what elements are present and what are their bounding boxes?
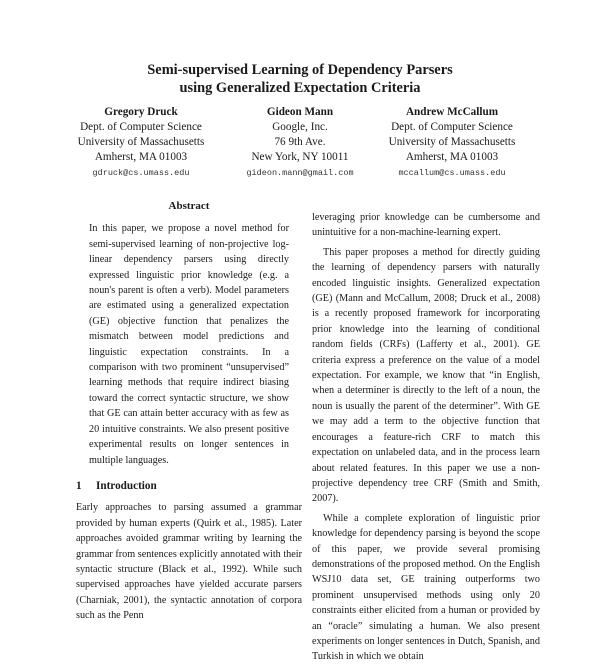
author-affiliation: University of Massachusetts (388, 136, 516, 148)
author-name: Andrew McCallum (405, 106, 499, 118)
author-address: Amherst, MA 01003 (94, 151, 188, 163)
author-address: New York, NY 10011 (251, 151, 349, 163)
paragraph: While a complete exploration of linguistic prior knowledge for dependency parsing is beyond the scope of this paper, we provide several promising demonstrations of the proposed method. On the English WSJ10 data set, GE training outperforms two prominent unsupervised methods using only 20 constraints either elicited from a human or provided by an “oracle” simulating a human. We also present experiments on longer sentences in Dutch, Spanish, and Turkish in which we obtain (312, 512, 540, 663)
author-block-3 (367, 105, 537, 181)
author-address: Amherst, MA 01003 (405, 151, 499, 163)
author-email: mccallum@cs.umass.edu (398, 168, 506, 178)
author-affiliation: Dept. of Computer Science (391, 121, 513, 133)
author-name: Gideon Mann (266, 106, 334, 118)
author-affiliation: Dept. of Computer Science (80, 121, 202, 133)
author-email: gdruck@cs.umass.edu (92, 168, 190, 178)
author-name: Gregory Druck (104, 106, 178, 118)
title-line-2: using Generalized Expectation Criteria (179, 80, 421, 96)
abstract-text: In this paper, we propose a novel method for semi-supervised learning of non-projective log-linear dependency parsers using directly expressed linguistic prior knowledge (e.g. a noun's parent is often a verb). Model parameters are estimated using a generalized expectation (GE) objective function that penalizes the mismatch between model predictions and linguistic expectation constraints. In a comparison with two prominent “unsupervised” learning methods that require indirect biasing toward the correct syntactic structure, we show that GE can attain better accuracy with as few as 20 intuitive constraints. We also present positive experimental results on longer sentences in multiple languages. (89, 223, 289, 466)
abstract-heading: Abstract (168, 200, 210, 212)
left-column (76, 199, 302, 624)
author-email: gideon.mann@gmail.com (246, 168, 354, 178)
paper-title (0, 61, 600, 97)
author-affiliation: University of Massachusetts (77, 136, 205, 148)
paragraph: This paper proposes a method for directly guiding the learning of dependency parsers with naturally encoded linguistic insights. Generalized expectation (GE) (Mann and McCallum, 2008; Druck et al., 2008) is a recently proposed framework for incorporating prior knowledge into the learning of conditional random fields (CRFs) (Lafferty et al., 2001). GE criteria express a preference on the value of a model expectation. For example, we know that “in English, when a determiner is directly to the left of a noun, the noun is usually the parent of the determiner”. With GE we may add a term to the objective function that encourages a feature-rich CRF to match this expectation on unlabeled data, and in the process learn about related features. In this paper we use a non-projective dependency tree CRF (Smith and Smith, 2007). (312, 246, 540, 505)
title-line-1: Semi-supervised Learning of Dependency Parsers (147, 62, 453, 78)
author-affiliation: Google, Inc. (272, 121, 328, 133)
section-title: Introduction (96, 479, 157, 492)
intro-paragraph: Early approaches to parsing assumed a grammar provided by human experts (Quirk et al., 1985). Later approaches avoided grammar writing by learning the grammar from sentences explicitly annotated with their syntactic structure (Black et al., 1992). While such supervised approaches have yielded accurate parsers (Charniak, 2001), the syntactic annotation of corpora such as the Penn (76, 502, 302, 622)
author-block-1 (56, 105, 226, 181)
right-column (312, 210, 540, 665)
section-number: 1 (76, 479, 82, 492)
author-block-2 (215, 105, 385, 181)
section-heading (76, 479, 302, 494)
paragraph-continued: leveraging prior knowledge can be cumbersome and unintuitive for a non-machine-learning expert. (312, 212, 540, 239)
author-affiliation: 76 9th Ave. (274, 136, 326, 148)
